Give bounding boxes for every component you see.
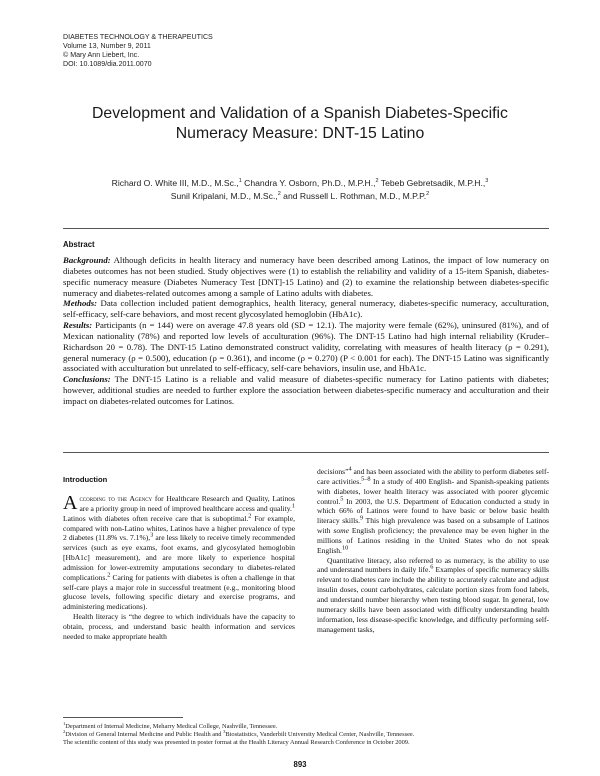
citation: 2 (107, 571, 111, 579)
abstract-heading: Abstract (63, 240, 95, 249)
footnote-mark: 3 (223, 728, 226, 734)
footnote-2 (63, 728, 549, 739)
text-run: Latinos with diabetes often receive care that is suboptimal. (63, 513, 249, 523)
author-rothman: and Russell L. Rothman, M.D., M.P.P. (280, 190, 427, 201)
emphasis: some (333, 526, 349, 536)
smallcaps-lead: ccording to the Agency (79, 494, 153, 503)
citation: 4 (348, 465, 352, 473)
journal-doi: DOI: 10.1089/dia.2011.0070 (63, 59, 152, 68)
text-run: and has been associated with the ability to perform diabetes self-care activities. (317, 467, 549, 486)
footnote-text: Division of General Internal Medicine and Public Health and (65, 730, 224, 738)
abstract-methods (63, 298, 549, 320)
intro-paragraph-4 (317, 556, 549, 635)
drop-cap: A (63, 492, 78, 514)
abstract-results (63, 320, 549, 374)
affiliation-mark: 1 (238, 178, 242, 185)
footnote-mark: 1 (63, 720, 66, 726)
abstract-background (63, 255, 549, 298)
intro-paragraph-1 (63, 494, 295, 612)
citation: 1 (291, 502, 296, 510)
citation: 5 (340, 495, 344, 503)
citation: 6 (430, 563, 434, 571)
background-label: Background: (63, 255, 111, 265)
results-label: Results: (63, 320, 93, 331)
citation: 10 (341, 544, 349, 552)
author-gebretsadik: Tebeb Gebretsadik, M.P.H., (378, 178, 486, 188)
results-text: Participants (n = 144) were on average 47.8 years old (SD = 12.1). The majority were female (62%), uninsured (81%), and of Mexican nationality (78%) and reported low levels of acculturation (96%). The DNT-15 Latino had high internal reliability (Kruder–Richardson 20 = 0.78). The DNT-15 Latino demonstrated construct validity, correlating with measures of health literacy (ρ = 0.291), general numeracy (ρ = 0.500), education (ρ = 0.361), and income (ρ = 0.270) (P < 0.001 for each). The DNT-15 Latino was significantly associated with acculturation but unrelated to self-efficacy, self-care behaviors, insulin use, and HbA1c. (63, 320, 549, 374)
text-run: for Healthcare Research and Quality, Latinos are a priority group in need of improved healthcare access and quality. (79, 494, 295, 513)
left-column (63, 494, 295, 642)
abstract-body (63, 255, 549, 407)
text-run: Examples of specific numeracy skills relevant to diabetes care include the ability to accurately calculate and adjust insulin doses, count carbohydrates, calculate portion sizes from food labels, and understand number hierarchy when testing blood sugar. In general, low numeracy skills have been associated with difficulty understanding health information, less disease-specific knowledge, and difficulty performing self-management tasks, (317, 565, 549, 634)
paper-title (50, 104, 550, 144)
author-kripalani: Sunil Kripalani, M.D., M.Sc., (170, 190, 278, 201)
citation: 2 (248, 512, 252, 520)
journal-copyright: © Mary Ann Liebert, Inc. (63, 50, 140, 59)
right-column (317, 467, 549, 634)
author-list (70, 177, 530, 202)
text-run: Caring for patients with diabetes is often a challenge in that self-care plays a major role in successful treatment (e.g., monitoring blood glucose levels, following specific dietary and exercise programs, and administering medications). (63, 572, 295, 612)
author-line-2 (70, 190, 530, 203)
intro-paragraph-2: Health literacy is “the degree to which individuals have the capacity to obtain, process, and understand basic health information and services needed to make appropriate health (63, 612, 295, 641)
background-text: Although deficits in health literacy and numeracy have been described among Latinos, the impact of low numeracy on diabetes outcomes has not been studied. Study objectives were (1) to establish the reliability and validity of a 15-item Spanish, diabetes-specific numeracy measure (Diabetes Numeracy Test [DNT]-15 Latino) and (2) to examine the relationship between diabetes-specific numeracy and diabetes-related outcomes among a sample of Latino adults with diabetes. (63, 255, 549, 298)
footnote-3: The scientific content of this study was presented in poster format at the Health Literacy Annual Research Conference in October 2009. (63, 738, 410, 746)
text-run: are less likely to receive timely recommended services (such as eye exams, foot exams, and glycosylated hemoglobin [HbA1c] measurement), and are more likely to experience hospital admission for lower-extremity amputations secondary to diabetes-related complications. (63, 533, 296, 582)
affiliation-mark: 3 (485, 178, 489, 185)
affiliation-mark: 2 (277, 190, 281, 197)
affiliation-mark: 2 (375, 178, 379, 185)
introduction-heading: Introduction (63, 475, 108, 484)
journal-name: DIABETES TECHNOLOGY & THERAPEUTICS (63, 33, 213, 41)
footnote-text: Department of Internal Medicine, Meharry Medical College, Nashville, Tennessee. (65, 723, 278, 730)
divider-top (63, 228, 549, 229)
text-run: In 2003, the U.S. Department of Education conducted a study in which 66% of Latinos were found to have basic or below basic health literacy skills. (317, 496, 549, 526)
text-run: In a study of 400 English- and Spanish-speaking patients with diabetes, lower health literacy was associated with poorer glycemic control. (317, 476, 549, 506)
citation: 9 (360, 514, 364, 522)
author-osborn: Chandra Y. Osborn, Ph.D., M.P.H., (241, 178, 376, 188)
footnote-mark: 2 (63, 728, 66, 734)
title-line-1: Development and Validation of a Spanish Diabetes-Specific (92, 105, 508, 122)
citation: 3 (150, 531, 154, 539)
conclusions-label: Conclusions: (63, 374, 111, 385)
methods-text: Data collection included patient demographics, health literacy, general numeracy, diabetes-specific numeracy, acculturation, self-efficacy, self-care behaviors, and most recent glycosylated hemoglobin (HbA1c). (63, 298, 549, 320)
title-line-2: Numeracy Measure: DNT-15 Latino (175, 125, 425, 142)
affiliation-mark: 2 (426, 190, 430, 197)
text-run: For example, compared with non-Latino whites, Latinos have a higher prevalence of type 2 diabetes (11.8% vs. 7.1%), (63, 513, 295, 543)
journal-volume: Volume 13, Number 9, 2011 (63, 41, 151, 50)
footnote-text: Biostatistics, Vanderbilt University Medical Center, Nashville, Tennessee. (225, 730, 415, 738)
page-number: 893 (293, 760, 307, 769)
conclusions-text: The DNT-15 Latino is a reliable and valid measure of diabetes-specific numeracy for Latino patients with diabetes; however, additional studies are needed to further explore the association between diabetes-specific numeracy and acculturation and their impact on diabetes-related outcomes for Latinos. (63, 374, 549, 406)
author-white: Richard O. White III, M.D., M.Sc., (111, 178, 239, 188)
footnote-divider (63, 717, 183, 718)
text-run: Quantitative literacy, also referred to as numeracy, is the ability to use and understand numbers in daily life. (317, 555, 549, 575)
author-line-1 (70, 177, 530, 190)
text-run: This high prevalence was based on a subsample of Latinos with (317, 516, 549, 536)
citation: 5–8 (361, 475, 371, 483)
text-run: decisions” (317, 467, 349, 476)
footnotes (63, 720, 549, 747)
divider-abstract (63, 452, 549, 453)
footnote-1 (63, 720, 549, 731)
abstract-conclusions (63, 374, 549, 407)
intro-paragraph-3 (317, 467, 549, 556)
text-run: English proficiency; the prevalence may be even higher in the millions of Latinos residing in the United States who do not speak English. (317, 526, 549, 555)
journal-info (63, 33, 363, 69)
methods-label: Methods: (63, 298, 98, 309)
